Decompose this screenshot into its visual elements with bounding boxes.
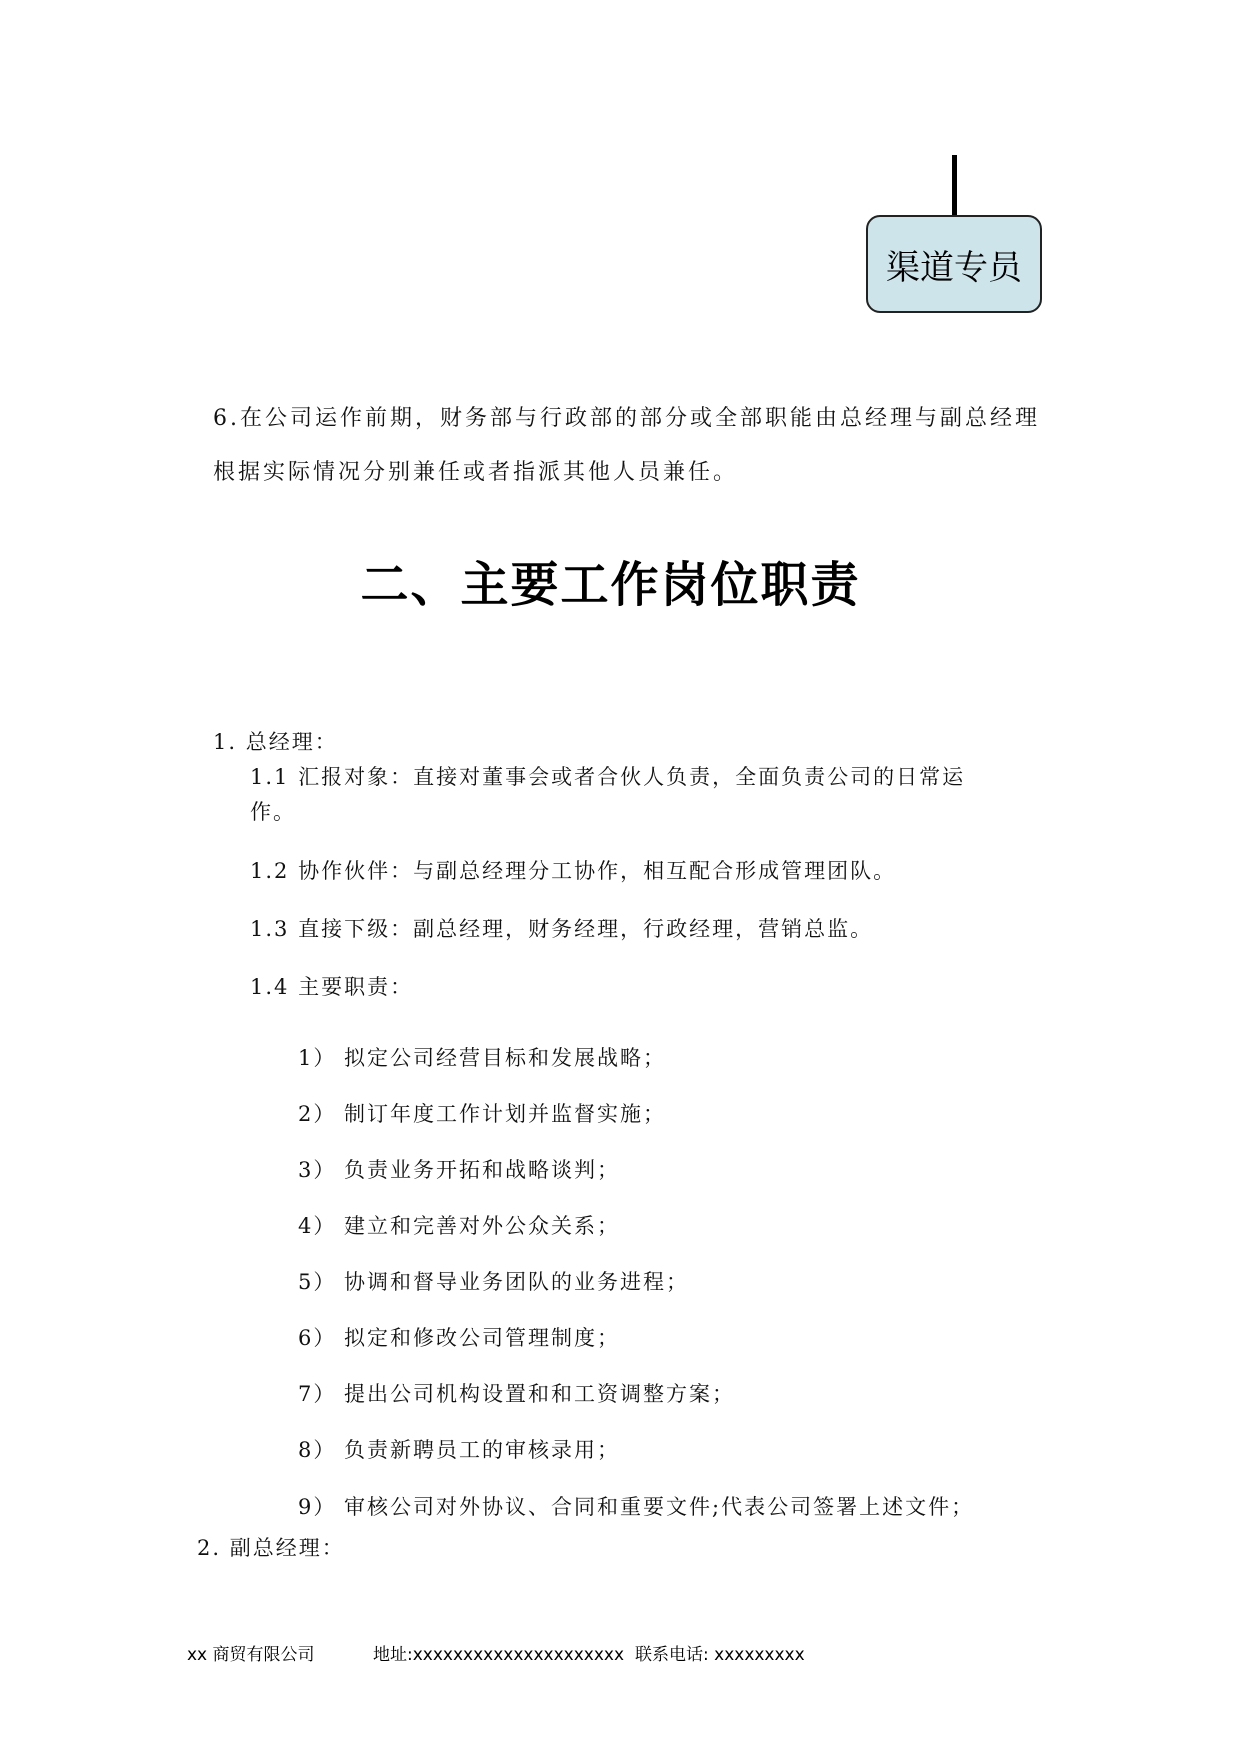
deputy-manager-heading: 2. 副总经理： [197,1536,345,1560]
item-1-1-line-1: 1.1 汇报对象：直接对董事会或者合伙人负责，全面负责公司的日常运 [250,765,966,789]
note-line-1: 6.在公司运作前期，财务部与行政部的部分或全部职能由总经理与副总经理 [213,406,1040,431]
duty-text: 提出公司机构设置和和工资调整方案； [344,1382,735,1406]
general-manager-heading: 1. 总经理： [213,730,338,754]
duty-text: 拟定公司经营目标和发展战略； [344,1046,666,1070]
org-chart-connector-line [952,155,957,215]
org-chart-box-channel-specialist [866,215,1042,313]
note-line-2: 根据实际情况分别兼任或者指派其他人员兼任。 [213,460,739,485]
duty-text: 协调和督导业务团队的业务进程； [344,1270,689,1294]
duty-text: 拟定和修改公司管理制度； [344,1326,620,1350]
footer-address: 地址:xxxxxxxxxxxxxxxxxxxxx [373,1645,624,1665]
duty-number: 6） [298,1326,337,1350]
duty-number: 4） [298,1214,337,1238]
duty-item-6 [298,1323,620,1353]
duty-item-8 [298,1435,620,1465]
footer-company: xx 商贸有限公司 [187,1645,315,1665]
duty-number: 9） [298,1495,337,1519]
duty-item-2 [298,1099,666,1129]
duty-number: 3） [298,1158,337,1182]
duty-item-4 [298,1211,620,1241]
duty-number: 7） [298,1382,337,1406]
section-title: 二、主要工作岗位职责 [360,557,861,613]
item-1-1-line-2: 作。 [250,800,296,824]
duty-item-7 [298,1379,735,1409]
duty-number: 5） [298,1270,337,1294]
org-chart-box-label: 渠道专员 [886,247,1022,288]
duty-number: 2） [298,1102,337,1126]
duty-item-3 [298,1155,620,1185]
duty-text: 建立和完善对外公众关系； [344,1214,620,1238]
duty-number: 1） [298,1046,337,1070]
duty-text: 负责业务开拓和战略谈判； [344,1158,620,1182]
item-1-2: 1.2 协作伙伴：与副总经理分工协作，相互配合形成管理团队。 [250,859,897,883]
item-1-3: 1.3 直接下级：副总经理，财务经理，行政经理，营销总监。 [250,917,874,941]
item-1-4: 1.4 主要职责： [250,975,414,999]
duty-text: 制订年度工作计划并监督实施； [344,1102,666,1126]
duty-item-1 [298,1043,666,1073]
duty-number: 8） [298,1438,337,1462]
duty-item-5 [298,1267,689,1297]
duty-text: 审核公司对外协议、合同和重要文件;代表公司签署上述文件； [344,1495,975,1519]
duty-item-9 [298,1492,974,1522]
duty-text: 负责新聘员工的审核录用； [344,1438,620,1462]
footer-phone: 联系电话: xxxxxxxxx [635,1645,805,1665]
